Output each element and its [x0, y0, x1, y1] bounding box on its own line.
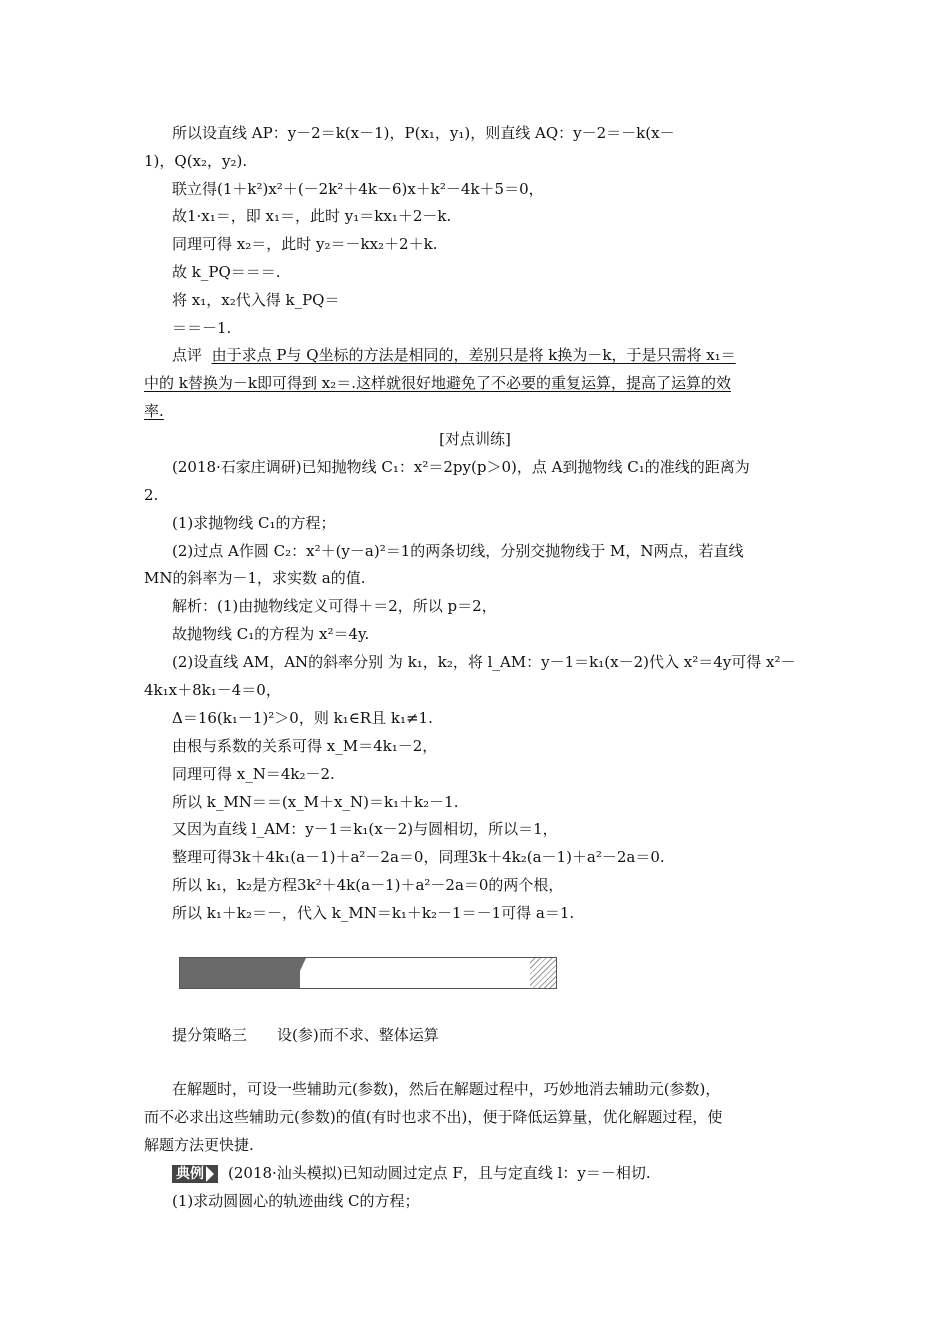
- text-line: 在解题时，可设一些辅助元(参数)，然后在解题过程中，巧妙地消去辅助元(参数)，: [172, 1080, 721, 1098]
- text-line: (2)设直线 AM，AN的斜率分别 为 k₁，k₂，将 l_AM：y－1＝k₁(x－2)代入 x²＝4y可得 x²－: [172, 653, 796, 671]
- text-line: 将 x₁，x₂代入得 k_PQ＝: [172, 291, 340, 309]
- example-text: (2018·汕头模拟)已知动圆过定点 F，且与定直线 l：y＝－相切.: [228, 1164, 651, 1182]
- text-line: 所以 k₁，k₂是方程3k²＋4k(a－1)＋a²－2a＝0的两个根，: [172, 876, 564, 894]
- text-line: 4k₁x＋8k₁－4＝0，: [144, 681, 281, 699]
- section-banner: [179, 957, 557, 989]
- text-line: 同理可得 x₂＝，此时 y₂＝－kx₂＋2＋k.: [172, 235, 438, 253]
- play-arrow-icon: [206, 1166, 214, 1182]
- text-line: (1)求动圆圆心的轨迹曲线 C的方程；: [172, 1192, 420, 1210]
- comment-text: 率.: [144, 402, 164, 420]
- example-tag-label: 典例: [176, 1166, 204, 1182]
- text-line: MN的斜率为－1，求实数 a的值.: [144, 569, 366, 587]
- text-line: 所以 k_MN＝＝(x_M＋x_N)＝k₁＋k₂－1.: [172, 793, 459, 811]
- text-line: 解题方法更快捷.: [144, 1136, 254, 1154]
- section-heading: [对点训练]: [439, 430, 511, 448]
- example-tag: [172, 1165, 218, 1183]
- text-line: 联立得(1＋k²)x²＋(－2k²＋4k－6)x＋k²－4k＋5＝0，: [172, 180, 544, 198]
- comment-text: 中的 k替换为－k即可得到 x₂＝.这样就很好地避免了不必要的重复运算，提高了运算的效: [144, 374, 731, 392]
- example-line: [172, 1163, 812, 1183]
- text-line: 故抛物线 C₁的方程为 x²＝4y.: [172, 625, 370, 643]
- text-line: 1)，Q(x₂，y₂).: [144, 152, 248, 170]
- text-line: (2)过点 A作圆 C₂：x²＋(y－a)²＝1的两条切线，分别交抛物线于 M，N两点，若直线: [172, 542, 744, 560]
- text-line: 同理可得 x_N＝4k₂－2.: [172, 765, 335, 783]
- comment-label: 点评: [172, 346, 203, 364]
- text-line: 所以 k₁＋k₂＝－，代入 k_MN＝k₁＋k₂－1＝－1可得 a＝1.: [172, 904, 575, 922]
- text-line: ＝＝－1.: [172, 319, 232, 337]
- text-line: (1)求抛物线 C₁的方程；: [172, 514, 336, 532]
- text-line: 故 k_PQ＝＝＝.: [172, 263, 281, 281]
- text-line: 2.: [144, 486, 159, 504]
- text-line: 所以设直线 AP：y－2＝k(x－1)，P(x₁，y₁)，则直线 AQ：y－2＝－k(x－: [172, 124, 675, 142]
- text-line: 而不必求出这些辅助元(参数)的值(有时也求不出)，便于降低运算量，优化解题过程，使: [144, 1108, 723, 1126]
- comment-line: [172, 345, 812, 365]
- text-line: (2018·石家庄调研)已知抛物线 C₁：x²＝2py(p＞0)，点 A到抛物线 C₁的准线的距离为: [172, 458, 750, 476]
- text-line: 由根与系数的关系可得 x_M＝4k₁－2，: [172, 737, 438, 755]
- strategy-heading: 提分策略三 设(参)而不求、整体运算: [172, 1026, 439, 1044]
- text-line: 故1·x₁＝，即 x₁＝，此时 y₁＝kx₁＋2－k.: [172, 207, 452, 225]
- text-line: 整理可得3k＋4k₁(a－1)＋a²－2a＝0，同理3k＋4k₂(a－1)＋a²－2a＝0.: [172, 848, 665, 866]
- banner-hatch: [530, 958, 556, 988]
- text-line: 解析：(1)由抛物线定义可得＋＝2，所以 p＝2，: [172, 597, 497, 615]
- banner-dark-block: [180, 958, 300, 988]
- text-line: Δ＝16(k₁－1)²＞0，则 k₁∈R且 k₁≠1.: [172, 709, 433, 727]
- text-line: 又因为直线 l_AM：y－1＝k₁(x－2)与圆相切，所以＝1，: [172, 820, 558, 838]
- comment-text: 由于求点 P与 Q坐标的方法是相同的，差别只是将 k换为－k，于是只需将 x₁＝: [211, 346, 736, 364]
- banner-slant: [292, 958, 306, 988]
